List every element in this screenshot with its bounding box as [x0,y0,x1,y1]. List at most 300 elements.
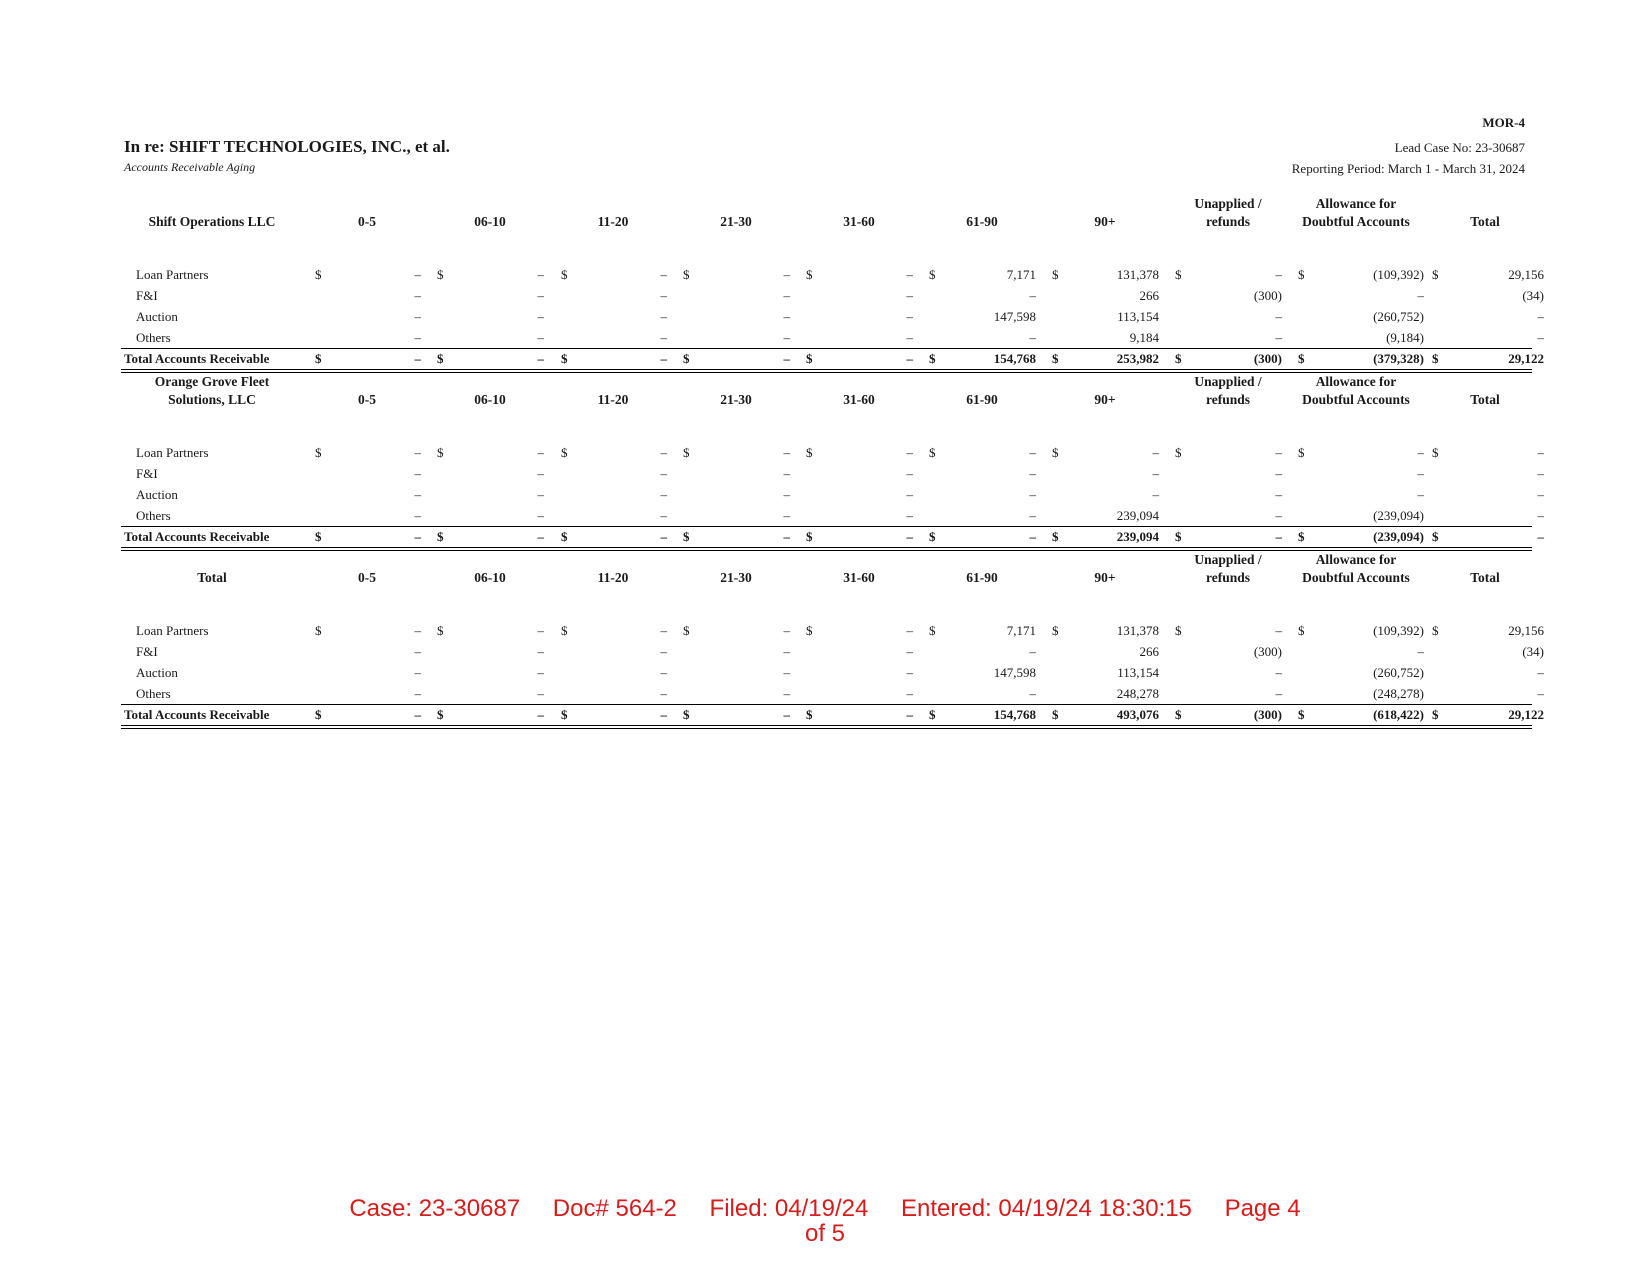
column-header [809,213,909,231]
table-cell: – [783,466,790,481]
table-cell: – [906,309,913,324]
table-cell: – [1275,330,1282,345]
table-cell: – [660,487,667,502]
table-cell: – [783,623,790,638]
table-cell: – [414,686,421,701]
table-cell: 147,598 [993,309,1036,324]
total-double-rule [121,725,1532,729]
column-header-text: 06-10 [474,392,506,407]
table-cell: – [1417,445,1424,460]
table-cell: 253,982 [1116,351,1159,366]
column-header-text: 21-30 [720,214,752,229]
table-cell: 131,378 [1116,623,1159,638]
currency-symbol: $ [1298,623,1305,638]
reporting-period: Reporting Period: March 1 - March 31, 2024 [1291,161,1525,176]
column-header-text: Doubtful Accounts [1302,570,1410,585]
table-cell: – [537,686,544,701]
table-cell: 248,278 [1116,686,1159,701]
currency-symbol: $ [683,351,690,366]
column-header-text: Doubtful Accounts [1302,214,1410,229]
table-cell: – [537,707,544,722]
table-cell: – [906,623,913,638]
currency-symbol: $ [1298,351,1305,366]
currency-symbol: $ [437,707,444,722]
currency-symbol: $ [561,445,568,460]
table-cell: – [414,351,421,366]
column-header [563,569,663,587]
total-top-rule [121,526,1532,527]
currency-symbol: $ [315,351,322,366]
column-header [809,391,909,409]
column-header-text: 11-20 [597,570,629,585]
table-cell: (109,392) [1373,267,1424,282]
table-cell: – [537,267,544,282]
table-cell: – [1029,529,1036,544]
column-header [1158,373,1298,409]
currency-symbol: $ [929,351,936,366]
currency-symbol: $ [561,267,568,282]
currency-symbol: $ [929,529,936,544]
column-header-text: 61-90 [966,214,998,229]
table-cell: 113,154 [1117,665,1159,680]
table-cell: (618,422) [1373,707,1424,722]
table-cell: (300) [1253,644,1282,659]
table-cell: – [906,288,913,303]
currency-symbol: $ [806,707,813,722]
table-cell: (260,752) [1373,665,1424,680]
table-cell: (9,184) [1386,330,1424,345]
currency-symbol: $ [1175,267,1182,282]
total-row-label: Total Accounts Receivable [124,529,270,544]
currency-symbol: $ [806,529,813,544]
currency-symbol: $ [806,267,813,282]
table-cell: – [1417,288,1424,303]
table-cell: 29,156 [1508,267,1544,282]
column-header [317,391,417,409]
column-header-text: refunds [1205,214,1250,229]
table-cell: – [783,445,790,460]
column-header-text: 06-10 [474,214,506,229]
column-header-text: Unapplied / [1194,552,1262,567]
table-cell: – [537,330,544,345]
column-header [1415,569,1555,587]
currency-symbol: $ [437,445,444,460]
table-cell: – [1417,644,1424,659]
table-cell: – [660,267,667,282]
table-cell: 493,076 [1116,707,1159,722]
currency-symbol: $ [1298,529,1305,544]
column-header [1286,195,1426,231]
stamp-entered: Entered: 04/19/24 18:30:15 [901,1195,1192,1222]
table-cell: 113,154 [1117,309,1159,324]
column-header [1286,373,1426,409]
currency-symbol: $ [561,623,568,638]
table-cell: – [906,665,913,680]
table-cell: – [906,487,913,502]
table-cell: 266 [1139,644,1159,659]
column-header-text: 0-5 [358,214,376,229]
row-label: Others [136,686,171,701]
table-cell: – [783,309,790,324]
table-cell: – [660,288,667,303]
currency-symbol: $ [1432,267,1439,282]
table-cell: – [783,707,790,722]
table-cell: – [906,644,913,659]
currency-symbol: $ [1432,445,1439,460]
column-header-text: 0-5 [358,392,376,407]
table-cell: – [1537,330,1544,345]
column-header [686,213,786,231]
entity-name-line1: Total [197,570,227,585]
table-cell: – [660,508,667,523]
table-cell: – [660,707,667,722]
row-label: Loan Partners [136,267,209,282]
table-cell: (239,094) [1373,529,1424,544]
table-cell: – [783,351,790,366]
table-cell: – [1152,466,1159,481]
currency-symbol: $ [437,351,444,366]
table-cell: – [1537,686,1544,701]
currency-symbol: $ [806,351,813,366]
table-cell: – [906,351,913,366]
total-row-label: Total Accounts Receivable [124,707,270,722]
column-header-text: refunds [1205,392,1250,407]
column-header-text: 21-30 [720,392,752,407]
table-cell: (239,094) [1373,508,1424,523]
row-label: Auction [136,309,178,324]
table-cell: – [906,707,913,722]
table-cell: – [537,351,544,366]
column-header [1415,213,1555,231]
table-cell: – [537,623,544,638]
entity-name-line2: Solutions, LLC [168,392,256,407]
total-top-rule [121,348,1532,349]
table-cell: 266 [1139,288,1159,303]
row-label: F&I [136,288,158,303]
table-cell: – [660,466,667,481]
currency-symbol: $ [315,267,322,282]
table-cell: – [1417,466,1424,481]
column-header-text: 21-30 [720,570,752,585]
currency-symbol: $ [683,267,690,282]
currency-symbol: $ [1432,529,1439,544]
row-label: Loan Partners [136,623,209,638]
table-cell: – [660,330,667,345]
currency-symbol: $ [1052,623,1059,638]
table-cell: – [1275,508,1282,523]
table-cell: 29,122 [1508,707,1544,722]
table-cell: – [1029,466,1036,481]
currency-symbol: $ [929,445,936,460]
table-cell: (379,328) [1373,351,1424,366]
table-cell: 131,378 [1116,267,1159,282]
stamp-page: Page 4 [1224,1195,1301,1222]
table-cell: – [414,508,421,523]
table-cell: – [1152,445,1159,460]
entity-header [112,213,312,231]
table-cell: (248,278) [1373,686,1424,701]
table-cell: – [414,309,421,324]
currency-symbol: $ [1052,707,1059,722]
table-cell: – [537,288,544,303]
currency-symbol: $ [683,445,690,460]
row-label: Others [136,330,171,345]
stamp-page-of: of 5 [804,1220,846,1247]
table-cell: 9,184 [1129,330,1159,345]
table-cell: 154,768 [993,351,1036,366]
table-cell: – [537,487,544,502]
currency-symbol: $ [929,623,936,638]
column-header-text: 61-90 [966,570,998,585]
table-cell: – [537,309,544,324]
column-header-text: 31-60 [843,214,875,229]
table-cell: – [660,309,667,324]
column-header-text: Allowance for [1315,374,1397,389]
column-header [440,569,540,587]
table-cell: – [1537,445,1544,460]
table-cell: – [660,445,667,460]
column-header-text: Allowance for [1315,196,1397,211]
table-cell: – [906,529,913,544]
currency-symbol: $ [1052,351,1059,366]
currency-symbol: $ [1052,445,1059,460]
table-cell: (260,752) [1373,309,1424,324]
table-cell: – [1275,529,1282,544]
table-cell: – [906,267,913,282]
table-cell: – [1029,288,1036,303]
currency-symbol: $ [437,267,444,282]
currency-symbol: $ [929,707,936,722]
column-header-text: Allowance for [1315,552,1397,567]
currency-symbol: $ [683,623,690,638]
column-header-text: 06-10 [474,570,506,585]
column-header-text: refunds [1205,570,1250,585]
column-header [932,391,1032,409]
row-label: Auction [136,665,178,680]
column-header-text: 90+ [1094,392,1116,407]
column-header [932,213,1032,231]
currency-symbol: $ [315,623,322,638]
column-header-text: Doubtful Accounts [1302,392,1410,407]
row-label: F&I [136,466,158,481]
table-cell: – [1029,487,1036,502]
table-cell: – [414,529,421,544]
table-cell: – [1275,686,1282,701]
column-header [686,391,786,409]
column-header [932,569,1032,587]
case-title: In re: SHIFT TECHNOLOGIES, INC., et al. [124,137,450,156]
column-header-text: Total [1470,570,1500,585]
table-cell: 239,094 [1116,508,1159,523]
currency-symbol: $ [315,529,322,544]
column-header [563,391,663,409]
column-header-text: Total [1470,392,1500,407]
table-cell: 29,156 [1508,623,1544,638]
table-cell: – [1537,665,1544,680]
table-cell: – [783,267,790,282]
table-cell: – [1275,309,1282,324]
column-header-text: 31-60 [843,570,875,585]
column-header-text: 90+ [1094,570,1116,585]
currency-symbol: $ [1432,707,1439,722]
column-header-text: 31-60 [843,392,875,407]
table-cell: – [414,707,421,722]
table-cell: 7,171 [1006,623,1036,638]
entity-name-line1: Orange Grove Fleet [154,374,270,389]
stamp-doc: Doc# 564-2 [552,1195,677,1222]
currency-symbol: $ [1175,351,1182,366]
aging-section [0,195,1650,375]
entity-header [112,569,312,587]
column-header-text: 90+ [1094,214,1116,229]
currency-symbol: $ [561,351,568,366]
currency-symbol: $ [683,707,690,722]
table-cell: – [783,686,790,701]
currency-symbol: $ [806,623,813,638]
entity-name-line1: Shift Operations LLC [148,214,276,229]
entity-header [112,373,312,409]
row-label: Loan Partners [136,445,209,460]
table-cell: – [537,445,544,460]
currency-symbol: $ [1052,267,1059,282]
table-cell: 7,171 [1006,267,1036,282]
table-cell: – [906,508,913,523]
currency-symbol: $ [315,445,322,460]
stamp-case: Case: 23-30687 [349,1195,521,1222]
table-cell: – [783,487,790,502]
lead-case-number: Lead Case No: 23-30687 [1394,140,1525,155]
table-cell: – [1275,487,1282,502]
table-cell: – [1537,529,1544,544]
table-cell: – [660,529,667,544]
column-header [1055,569,1155,587]
table-cell: 29,122 [1508,351,1544,366]
column-header-text: 11-20 [597,392,629,407]
table-cell: – [1537,508,1544,523]
table-cell: (34) [1522,644,1544,659]
column-header-text: Unapplied / [1194,374,1262,389]
table-cell: – [1275,466,1282,481]
table-cell: 147,598 [993,665,1036,680]
column-header [563,213,663,231]
table-cell: – [1275,267,1282,282]
column-header [1286,551,1426,587]
column-header [317,213,417,231]
currency-symbol: $ [1298,267,1305,282]
column-header-text: 61-90 [966,392,998,407]
table-cell: – [1029,686,1036,701]
currency-symbol: $ [1432,351,1439,366]
table-cell: – [660,623,667,638]
currency-symbol: $ [561,707,568,722]
currency-symbol: $ [1298,707,1305,722]
table-cell: – [1152,487,1159,502]
table-cell: – [414,644,421,659]
currency-symbol: $ [806,445,813,460]
table-cell: – [1029,330,1036,345]
table-cell: – [1029,508,1036,523]
table-cell: – [414,665,421,680]
table-cell: – [660,665,667,680]
table-cell: – [414,288,421,303]
table-cell: – [414,267,421,282]
column-header-text: 0-5 [358,570,376,585]
table-cell: – [783,508,790,523]
table-cell: – [906,466,913,481]
table-cell: – [906,330,913,345]
total-row-label: Total Accounts Receivable [124,351,270,366]
table-cell: – [537,466,544,481]
table-cell: – [906,686,913,701]
column-header [686,569,786,587]
table-cell: – [414,466,421,481]
column-header [1158,551,1298,587]
currency-symbol: $ [1298,445,1305,460]
table-cell: – [1537,466,1544,481]
table-cell: – [537,529,544,544]
column-header [317,569,417,587]
table-cell: – [1029,445,1036,460]
table-cell: – [1275,623,1282,638]
table-cell: (300) [1253,351,1282,366]
table-cell: – [660,644,667,659]
table-cell: (300) [1253,707,1282,722]
table-cell: (300) [1253,288,1282,303]
table-cell: – [783,644,790,659]
table-cell: – [783,529,790,544]
table-cell: – [537,644,544,659]
table-cell: – [1417,487,1424,502]
table-cell: – [414,445,421,460]
table-cell: – [1275,445,1282,460]
currency-symbol: $ [437,623,444,638]
total-top-rule [121,704,1532,705]
table-cell: – [783,288,790,303]
table-cell: – [1537,487,1544,502]
column-header-text: Unapplied / [1194,196,1262,211]
table-cell: 154,768 [993,707,1036,722]
currency-symbol: $ [315,707,322,722]
column-header [440,213,540,231]
row-label: Auction [136,487,178,502]
table-cell: – [1537,309,1544,324]
court-filing-stamp [0,1196,1650,1246]
aging-section [0,551,1650,731]
currency-symbol: $ [1175,445,1182,460]
table-cell: – [414,330,421,345]
report-subtitle: Accounts Receivable Aging [124,160,256,174]
column-header-text: Total [1470,214,1500,229]
table-cell: – [783,330,790,345]
column-header [1055,213,1155,231]
column-header [1055,391,1155,409]
table-cell: – [906,445,913,460]
currency-symbol: $ [1432,623,1439,638]
row-label: F&I [136,644,158,659]
currency-symbol: $ [1175,623,1182,638]
currency-symbol: $ [1175,707,1182,722]
table-cell: (34) [1522,288,1544,303]
currency-symbol: $ [561,529,568,544]
table-cell: – [1275,665,1282,680]
table-cell: – [414,623,421,638]
form-code: MOR-4 [1482,115,1525,130]
currency-symbol: $ [683,529,690,544]
row-label: Others [136,508,171,523]
column-header [440,391,540,409]
currency-symbol: $ [437,529,444,544]
table-cell: (109,392) [1373,623,1424,638]
